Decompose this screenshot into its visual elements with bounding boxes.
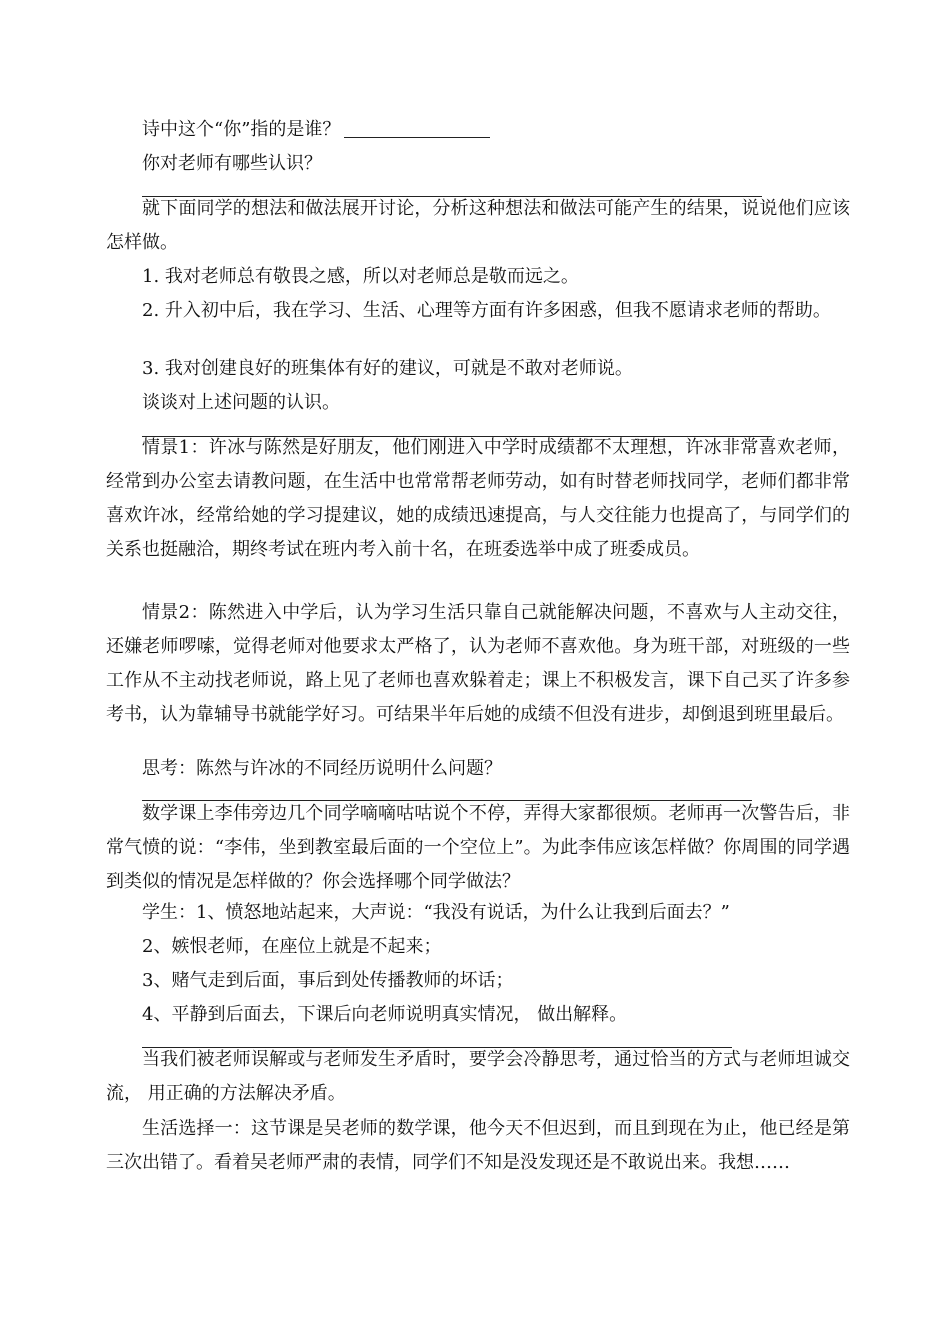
- math-scenario: 数学课上李伟旁边几个同学嘀嘀咕咕说个不停，弄得大家都很烦。老师再一次警告后，非常气愤的说：“李伟，坐到教室最后面的一个空位上”。为此李伟应该怎样做？你周围的同学遇到类似的情况是怎样做的？你会选择哪个同学做法？: [106, 803, 850, 892]
- question-teacher: 你对老师有哪些认识？: [142, 153, 322, 174]
- discussion-prompt: 就下面同学的想法和做法展开讨论，分析这种想法和做法可能产生的结果，说说他们应该怎样做。: [106, 198, 850, 253]
- conclusion: 当我们被老师误解或与老师发生矛盾时，要学会冷静思考，通过恰当的方式与老师坦诚交流， 用正确的方法解决矛盾。: [106, 1049, 850, 1104]
- scene-2: 情景2：陈然进入中学后，认为学习生活只靠自己就能解决问题，不喜欢与人主动交往，还嫌老师啰嗦，觉得老师对他要求太严格了，认为老师不喜欢他。身为班干部，对班级的一些工作从不主动找老师说，路上见了老师也喜欢躲着走；课上不积极发言，课下自己买了许多参考书，认为靠辅导书就能学好习。可结果半年后她的成绩不但没有进步，却倒退到班里最后。: [106, 602, 850, 725]
- choice-3: 3、赌气走到后面，事后到处传播教师的坏话；: [142, 970, 514, 991]
- life-choice-1: 生活选择一：这节课是吴老师的数学课，他今天不但迟到，而且到现在为止，他已经是第三次出错了。看着吴老师严肃的表情，同学们不知是没发现还是不敢说出来。我想……: [106, 1118, 850, 1173]
- item-3: 3. 我对创建良好的班集体有好的建议，可就是不敢对老师说。: [142, 358, 633, 379]
- question-who: [106, 113, 850, 147]
- choice-4: 4、平静到后面去，下课后向老师说明真实情况， 做出解释。: [142, 1004, 628, 1025]
- question-who-text: 诗中这个“你”指的是谁？: [142, 119, 341, 140]
- think-prompt: 思考：陈然与许冰的不同经历说明什么问题？: [142, 758, 502, 779]
- scene-1: 情景1：许冰与陈然是好朋友，他们刚进入中学时成绩都不太理想，许冰非常喜欢老师，经常到办公室去请教问题，在生活中也常常帮老师劳动，如有时替老师找同学，老师们都非常喜欢许冰，经常给她的学习提建议，她的成绩迅速提高，与人交往能力也提高了，与同学们的关系也挺融洽，期终考试在班内考入前十名，在班委选举中成了班委成员。: [106, 437, 850, 560]
- talk-prompt: 谈谈对上述问题的认识。: [142, 392, 340, 413]
- item-1: 1. 我对老师总有敬畏之感，所以对老师总是敬而远之。: [142, 266, 579, 287]
- item-2: 2. 升入初中后，我在学习、生活、心理等方面有许多困惑，但我不愿请求老师的帮助。: [142, 300, 831, 321]
- choice-2: 2、嫉恨老师，在座位上就是不起来；: [142, 936, 442, 957]
- answer-blank: [344, 117, 490, 138]
- choice-1: 学生：1、愤怒地站起来，大声说：“我没有说话，为什么让我到后面去？”: [142, 902, 730, 923]
